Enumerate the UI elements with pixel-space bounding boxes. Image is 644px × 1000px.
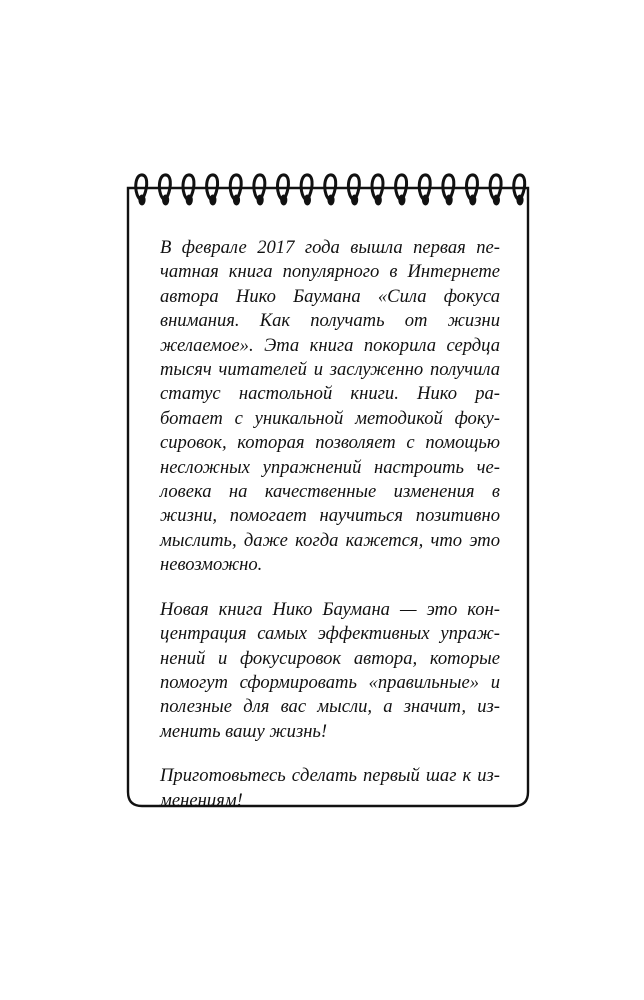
paragraph-3: Приготовьтесь сделать первый шаг к изменениям!: [160, 765, 500, 811]
page-text: [160, 236, 500, 833]
paragraph-1: В феврале 2017 года вышла первая печатная книга популярного в Интернете автора Нико Баумана «Сила фокуса внимания. Как получать от жизни желаемое». Эта книга покорила сердца тысяч читателей и заслуженно получила статус настольной книги. Нико работает с уникальной методикой фокусировок, которая позволяет с помощью несложных упражнений настроить человека на качественные изменения в жизни, помогает научиться позитивно мыслить, даже когда кажется, что это невозможно.: [160, 237, 500, 576]
paragraph-2: Новая книга Нико Баумана — это концентрация самых эффективных упражнений и фокусировок автора, которые помогут сформировать «правильные» и полезные для вас мысли, а значит, изменить вашу жизнь!: [160, 598, 500, 742]
